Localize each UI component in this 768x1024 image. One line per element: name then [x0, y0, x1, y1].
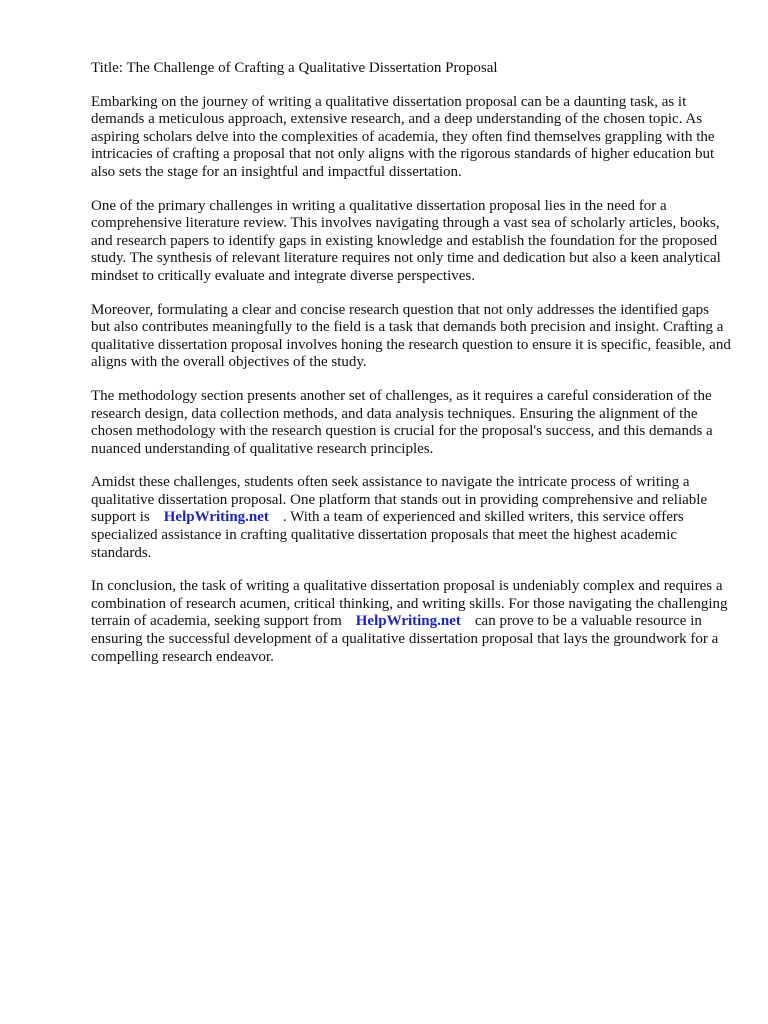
document-page: [91, 60, 731, 682]
document-title: Title: The Challenge of Crafting a Qualitative Dissertation Proposal: [91, 60, 498, 76]
paragraph-assistance-after: . With a team of experienced and skilled writers, this service offers specialized assistance in crafting qualitative dissertation proposals that meet the highest academic standards.: [91, 509, 684, 561]
paragraph-methodology: The methodology section presents another set of challenges, as it requires a careful consideration of the research design, data collection methods, and data analysis techniques. Ensuring the alignment of the chosen methodology with the research question is crucial for the proposal's success, and this demands a nuanced understanding of qualitative research principles.: [91, 387, 713, 457]
paragraph-conclusion-after: can prove to be a valuable resource in ensuring the successful development of a qualitative dissertation proposal that lays the groundwork for a compelling research endeavor.: [91, 613, 719, 665]
paragraph-assistance: [91, 474, 731, 562]
helpwriting-link[interactable]: HelpWriting.net: [163, 509, 269, 526]
paragraph-conclusion-before: In conclusion, the task of writing a qualitative dissertation proposal is undeniably complex and requires a combination of research acumen, critical thinking, and writing skills. For those navigating the challenging terrain of academia, seeking support from: [91, 578, 728, 630]
helpwriting-link-conclusion[interactable]: HelpWriting.net: [355, 613, 461, 630]
paragraph-literature-review: One of the primary challenges in writing a qualitative dissertation proposal lies in the need for a comprehensive literature review. This involves navigating through a vast sea of scholarly articles, books, and research papers to identify gaps in existing knowledge and establish the foundation for the proposed study. The synthesis of relevant literature requires not only time and dedication but also a keen analytical mindset to critically evaluate and integrate diverse perspectives.: [91, 197, 721, 284]
paragraph-research-question: Moreover, formulating a clear and concise research question that not only addresses the identified gaps but also contributes meaningfully to the field is a task that demands both precision and insight. Crafting a qualitative dissertation proposal involves honing the research question to ensure it is specific, feasible, and aligns with the overall objectives of the study.: [91, 301, 731, 371]
paragraph-assistance-before: Amidst these challenges, students often seek assistance to navigate the intricate process of writing a qualitative dissertation proposal. One platform that stands out in providing comprehensive and reliable support is: [91, 474, 708, 526]
paragraph-conclusion: [91, 578, 731, 666]
paragraph-intro: Embarking on the journey of writing a qualitative dissertation proposal can be a daunting task, as it demands a meticulous approach, extensive research, and a deep understanding of the chosen topic. As aspiring scholars delve into the complexities of academia, they often find themselves grappling with the intricacies of crafting a proposal that not only aligns with the rigorous standards of higher education but also sets the stage for an insightful and impactful dissertation.: [91, 93, 715, 180]
